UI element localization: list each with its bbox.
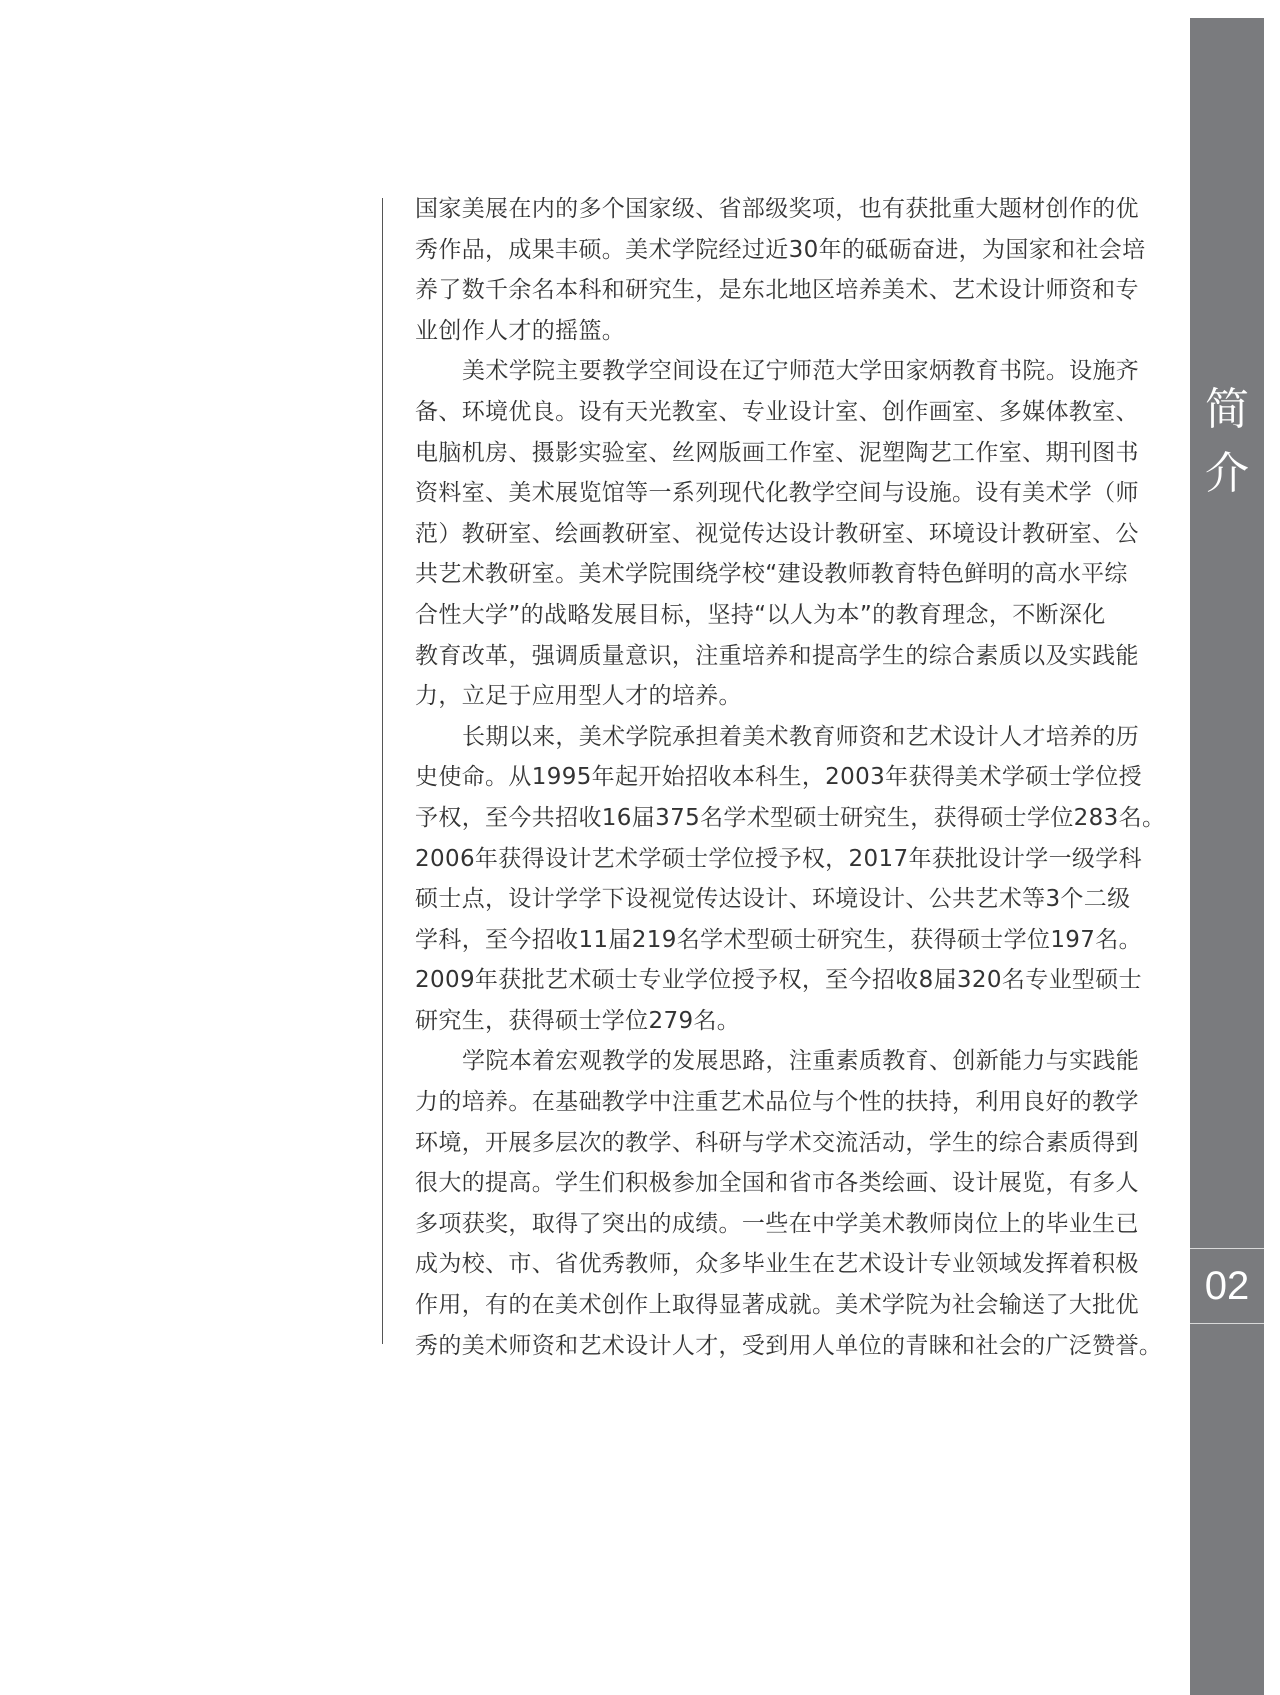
text-line: 养了数千余名本科和研究生，是东北地区培养美术、艺术设计师资和专 (415, 277, 1139, 304)
text-line: 学院本着宏观教学的发展思路，注重素质教育、创新能力与实践能 (462, 1048, 1140, 1075)
text-line: 研究生，获得硕士学位279名。 (415, 1007, 741, 1034)
paragraph-3 (415, 717, 1166, 1042)
text-line: 史使命。从1995年起开始招收本科生，2003年获得美术学硕士学位授 (415, 764, 1142, 791)
section-title-char: 介 (1205, 448, 1249, 499)
text-line: 环境，开展多层次的教学、科研与学术交流活动，学生的综合素质得到 (415, 1129, 1139, 1156)
text-line: 范）教研室、绘画教研室、视觉传达设计教研室、环境设计教研室、公 (415, 520, 1139, 547)
text-line: 资料室、美术展览馆等一系列现代化教学空间与设施。设有美术学（师 (415, 480, 1139, 507)
text-line: 力，立足于应用型人才的培养。 (415, 683, 742, 710)
body-text (415, 189, 1166, 1366)
paragraph-1 (415, 189, 1155, 351)
text-line: 学科，至今招收11届219名学术型硕士研究生，获得硕士学位197名。 (415, 926, 1142, 953)
text-line: 合性大学”的战略发展目标，坚持“以人为本”的教育理念，不断深化 (415, 601, 1106, 628)
text-line: 长期以来，美术学院承担着美术教育师资和艺术设计人才培养的历 (462, 723, 1140, 750)
text-line: 秀的美术师资和艺术设计人才，受到用人单位的青睐和社会的广泛赞誉。 (415, 1332, 1163, 1359)
paragraph-4 (415, 1041, 1163, 1366)
text-line: 力的培养。在基础教学中注重艺术品位与个性的扶持，利用良好的教学 (415, 1089, 1139, 1116)
text-line: 教育改革，强调质量意识，注重培养和提高学生的综合素质以及实践能 (415, 642, 1139, 669)
section-title (1190, 378, 1264, 506)
text-line: 2009年获批艺术硕士专业学位授予权，至今招收8届320名专业型硕士 (415, 967, 1142, 994)
text-line: 成为校、市、省优秀教师，众多毕业生在艺术设计专业领域发挥着积极 (415, 1251, 1139, 1278)
page-number-divider-bottom (1190, 1323, 1264, 1324)
page-number-divider-top (1190, 1248, 1264, 1249)
left-vertical-rule (382, 198, 383, 1344)
text-line: 国家美展在内的多个国家级、省部级奖项，也有获批重大题材创作的优 (415, 196, 1139, 222)
text-line: 共艺术教研室。美术学院围绕学校“建设教师教育特色鲜明的高水平综 (415, 561, 1128, 588)
text-line: 业创作人才的摇篮。 (415, 317, 626, 344)
section-title-char: 简 (1205, 384, 1249, 435)
sidebar-band (1190, 18, 1264, 1695)
text-line: 多项获奖，取得了突出的成绩。一些在中学美术教师岗位上的毕业生已 (415, 1210, 1139, 1237)
text-line: 美术学院主要教学空间设在辽宁师范大学田家炳教育书院。设施齐 (462, 358, 1140, 385)
text-line: 作用，有的在美术创作上取得显著成就。美术学院为社会输送了大批优 (415, 1292, 1139, 1319)
text-line: 硕士点，设计学学下设视觉传达设计、环境设计、公共艺术等3个二级 (415, 886, 1131, 913)
text-line: 很大的提高。学生们积极参加全国和省市各类绘画、设计展览，有多人 (415, 1170, 1139, 1197)
page-number: 02 (1204, 1264, 1250, 1308)
text-line: 2006年获得设计艺术学硕士学位授予权，2017年获批设计学一级学科 (415, 845, 1142, 872)
text-line: 予权，至今共招收16届375名学术型硕士研究生，获得硕士学位283名。 (415, 804, 1166, 831)
text-line: 电脑机房、摄影实验室、丝网版画工作室、泥塑陶艺工作室、期刊图书 (415, 439, 1139, 466)
text-line: 秀作品，成果丰硕。美术学院经过近30年的砥砺奋进，为国家和社会培 (415, 236, 1146, 263)
paragraph-2 (415, 351, 1155, 716)
text-line: 备、环境优良。设有天光教室、专业设计室、创作画室、多媒体教室、 (415, 398, 1139, 425)
